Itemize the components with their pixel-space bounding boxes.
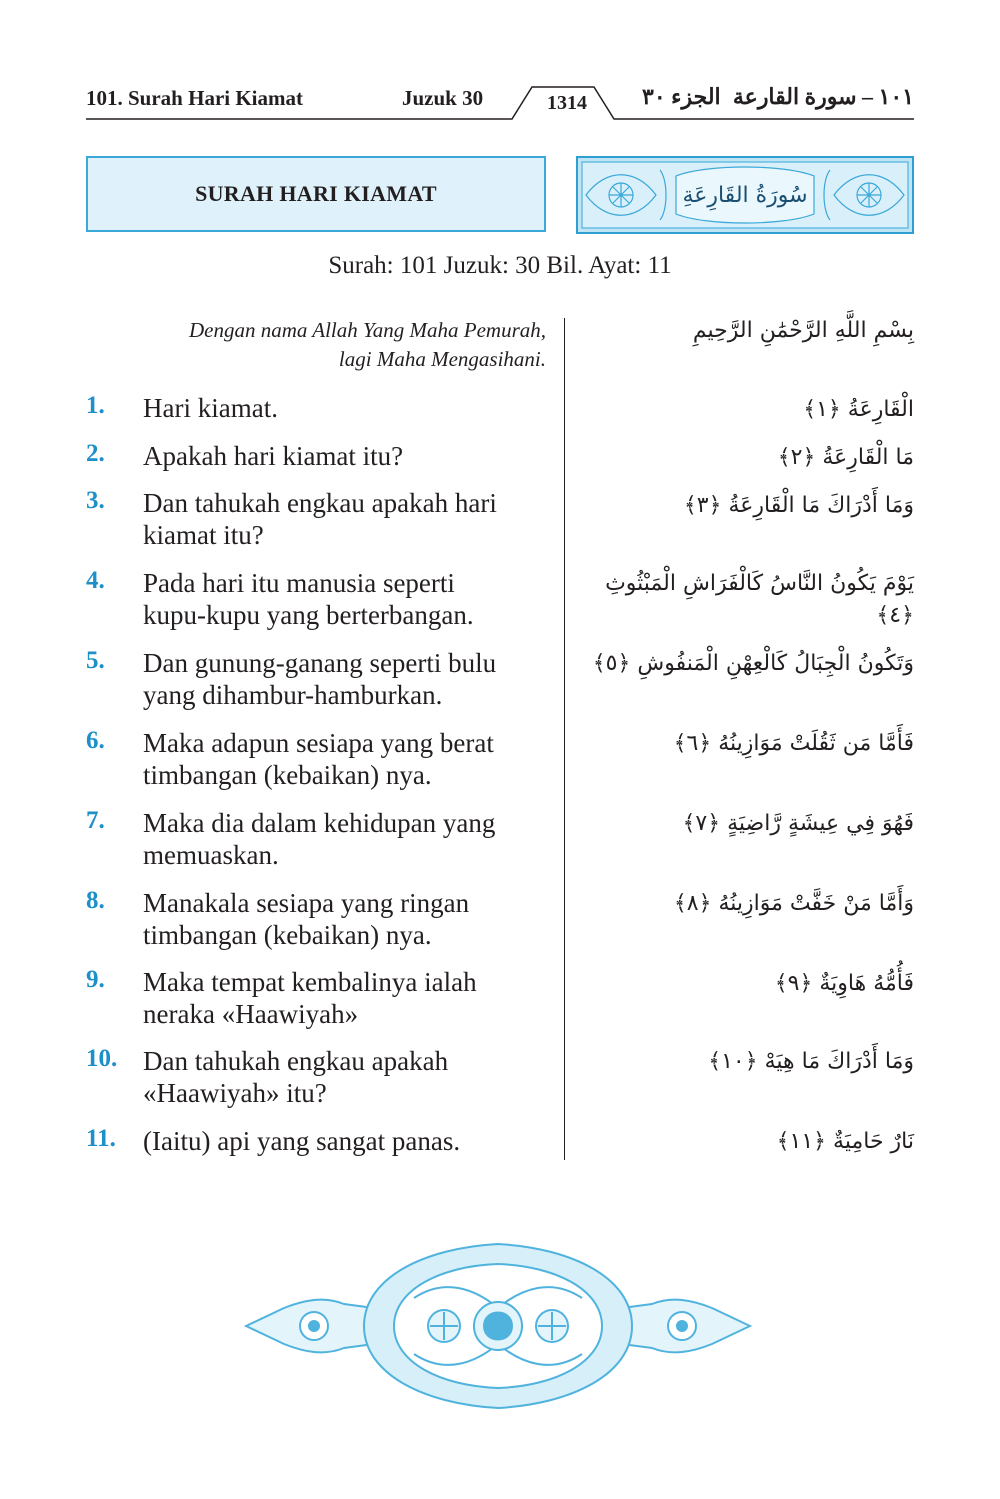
surah-title-box xyxy=(86,156,546,232)
verse-arabic: يَوْمَ يَكُونُ النَّاسُ كَالْفَرَاشِ الْمَبْثُوثِ ﴿٤﴾ xyxy=(605,571,914,628)
page-number: 1314 xyxy=(547,92,587,114)
column-divider xyxy=(564,318,565,1160)
verse-number: 6. xyxy=(86,727,105,754)
verse-number: 11. xyxy=(86,1125,116,1152)
verse-translation: Maka tempat kembalinya ialah neraka «Haawiyah» xyxy=(143,967,477,1029)
arabic-surah-title: سُورَةُ القَارِعَةِ xyxy=(682,182,808,208)
verse-translation: Pada hari itu manusia seperti kupu-kupu yang berterbangan. xyxy=(143,568,474,630)
surah-info: Surah: 101 Juzuk: 30 Bil. Ayat: 11 xyxy=(328,252,672,279)
verse-arabic: مَا الْقَارِعَةُ ﴿٢﴾ xyxy=(777,445,914,470)
verse-number: 1. xyxy=(86,392,105,419)
verse-arabic: فَأَمَّا مَن ثَقُلَتْ مَوَازِينُهُ ﴿٦﴾ xyxy=(673,731,914,756)
verse-number: 3. xyxy=(86,487,105,514)
verse-number: 4. xyxy=(86,567,105,594)
verse-number: 9. xyxy=(86,966,105,993)
verse-translation: Maka dia dalam kehidupan yang memuaskan. xyxy=(143,808,496,870)
verse-number: 5. xyxy=(86,647,105,674)
verse-translation: Dan tahukah engkau apakah hari kiamat itu? xyxy=(143,488,497,550)
floral-ornament xyxy=(244,1238,752,1414)
verse-translation: Manakala sesiapa yang ringan timbangan (kebaikan) nya. xyxy=(143,888,470,950)
verse-translation: (Iaitu) api yang sangat panas. xyxy=(143,1126,461,1156)
bismillah-translation-line1: Dengan nama Allah Yang Maha Pemurah, xyxy=(189,318,546,342)
verse-arabic: نَارٌ حَامِيَةٌ ﴿١١﴾ xyxy=(776,1129,914,1154)
header-juzuk: Juzuk 30 xyxy=(402,86,484,110)
arabic-title-banner xyxy=(576,156,914,234)
header-arabic-surah: ١٠١ – سورة القارعة xyxy=(732,84,914,109)
bismillah-translation-line2: lagi Maha Mengasihani. xyxy=(338,347,546,371)
verse-translation: Dan gunung-ganang seperti bulu yang dihambur-hamburkan. xyxy=(143,648,497,710)
page-header xyxy=(86,84,914,124)
verse-arabic: وَتَكُونُ الْجِبَالُ كَالْعِهْنِ الْمَنفُوشِ ﴿٥﴾ xyxy=(592,651,914,676)
verse-number: 7. xyxy=(86,807,105,834)
verse-arabic: وَمَا أَدْرَاكَ مَا هِيَهْ ﴿١٠﴾ xyxy=(708,1049,914,1074)
verse-number: 2. xyxy=(86,440,105,467)
verse-arabic: وَمَا أَدْرَاكَ مَا الْقَارِعَةُ ﴿٣﴾ xyxy=(683,493,914,518)
verse-number: 8. xyxy=(86,887,105,914)
verse-arabic: الْقَارِعَةُ ﴿١﴾ xyxy=(803,397,914,422)
verse-translation: Hari kiamat. xyxy=(143,393,278,423)
verse-translation: Dan tahukah engkau apakah «Haawiyah» itu? xyxy=(143,1046,449,1108)
surah-title: SURAH HARI KIAMAT xyxy=(195,181,437,206)
verse-translation: Maka adapun sesiapa yang berat timbangan (kebaikan) nya. xyxy=(143,728,494,790)
bismillah-arabic: بِسْمِ اللَّهِ الرَّحْمَٰنِ الرَّحِيمِ xyxy=(692,318,914,343)
verse-arabic: فَهُوَ فِي عِيشَةٍ رَّاضِيَةٍ ﴿٧﴾ xyxy=(682,811,914,836)
header-arabic-juz: الجزء ٣٠ xyxy=(642,84,721,109)
bismillah-translation xyxy=(86,316,546,374)
verse-arabic: فَأُمُّهُ هَاوِيَةٌ ﴿٩﴾ xyxy=(774,971,914,996)
header-surah-title: 101. Surah Hari Kiamat xyxy=(86,86,304,110)
verse-arabic: وَأَمَّا مَنْ خَفَّتْ مَوَازِينُهُ ﴿٨﴾ xyxy=(673,891,914,916)
verse-number: 10. xyxy=(86,1045,118,1072)
verse-translation: Apakah hari kiamat itu? xyxy=(143,441,404,471)
